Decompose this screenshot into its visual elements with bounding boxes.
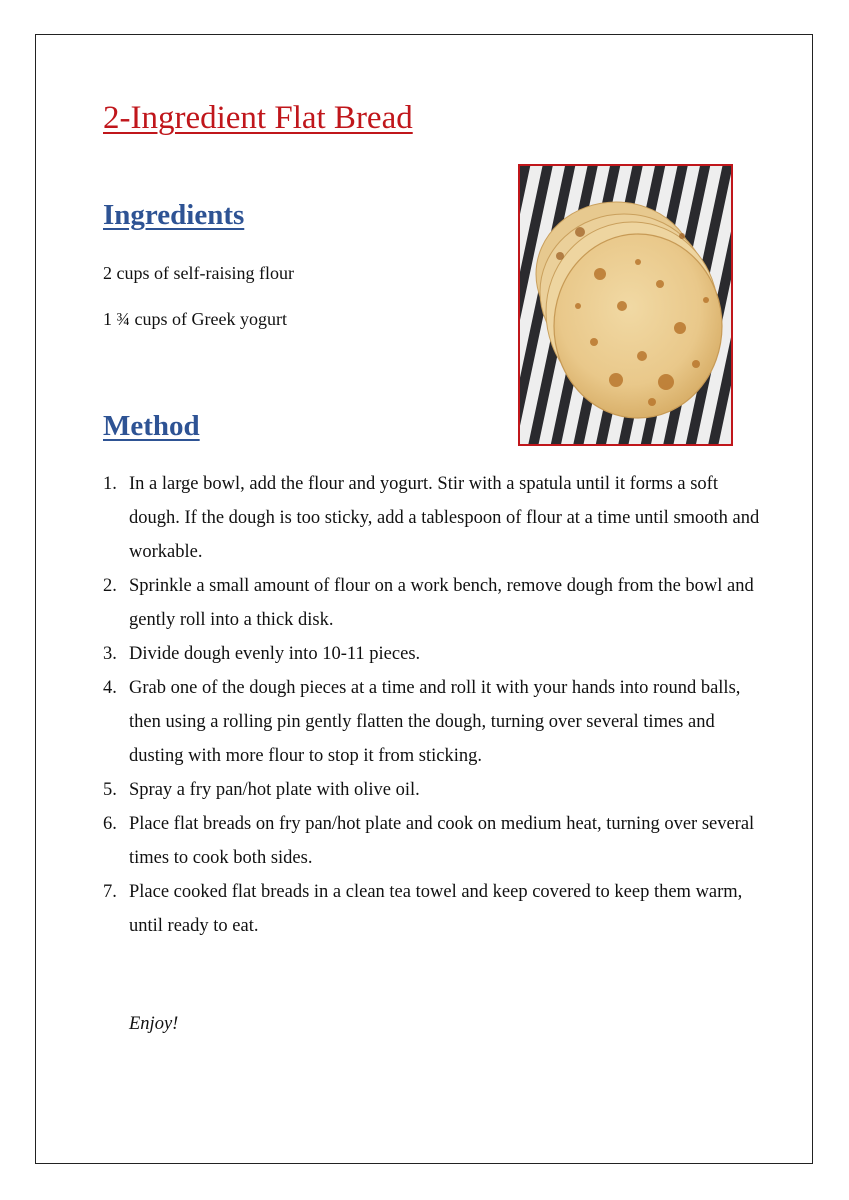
step-text: Sprinkle a small amount of flour on a work bench, remove dough from the bowl and gently roll into a thick disk. bbox=[129, 576, 754, 630]
ingredient-item: 1 ¾ cups of Greek yogurt bbox=[103, 309, 287, 329]
method-step bbox=[103, 875, 763, 943]
method-step bbox=[103, 569, 763, 637]
method-heading: Method bbox=[103, 410, 200, 442]
ingredients-list bbox=[103, 262, 294, 354]
step-text: Divide dough evenly into 10-11 pieces. bbox=[129, 644, 421, 664]
step-text: Grab one of the dough pieces at a time and roll it with your hands into round balls, then using a rolling pin gently flatten the dough, turning over several times and dusting with more flour to stop it from sticking. bbox=[129, 678, 741, 766]
method-steps bbox=[103, 467, 763, 943]
step-text: Place cooked flat breads in a clean tea towel and keep covered to keep them warm, until ready to eat. bbox=[129, 882, 743, 936]
step-text: Spray a fry pan/hot plate with olive oil. bbox=[129, 780, 420, 800]
step-number: 2. bbox=[103, 576, 117, 596]
closing-text: Enjoy! bbox=[129, 1014, 179, 1034]
ingredients-heading: Ingredients bbox=[103, 199, 245, 231]
method-step bbox=[103, 637, 763, 671]
ingredient-item: 2 cups of self-raising flour bbox=[103, 263, 294, 283]
step-number: 5. bbox=[103, 780, 117, 800]
step-number: 3. bbox=[103, 644, 117, 664]
method-step bbox=[103, 807, 763, 875]
method-step bbox=[103, 671, 763, 773]
step-text: Place flat breads on fry pan/hot plate and cook on medium heat, turning over several times to cook both sides. bbox=[129, 814, 755, 868]
step-number: 7. bbox=[103, 882, 117, 902]
method-step bbox=[103, 467, 763, 569]
step-number: 4. bbox=[103, 678, 117, 698]
step-number: 6. bbox=[103, 814, 117, 834]
method-step bbox=[103, 773, 763, 807]
step-number: 1. bbox=[103, 474, 117, 494]
step-text: In a large bowl, add the flour and yogurt. Stir with a spatula until it forms a soft dough. If the dough is too sticky, add a tablespoon of flour at a time until smooth and workable. bbox=[129, 474, 760, 562]
recipe-title: 2-Ingredient Flat Bread bbox=[103, 100, 413, 136]
flat-bread-photo bbox=[518, 164, 733, 446]
